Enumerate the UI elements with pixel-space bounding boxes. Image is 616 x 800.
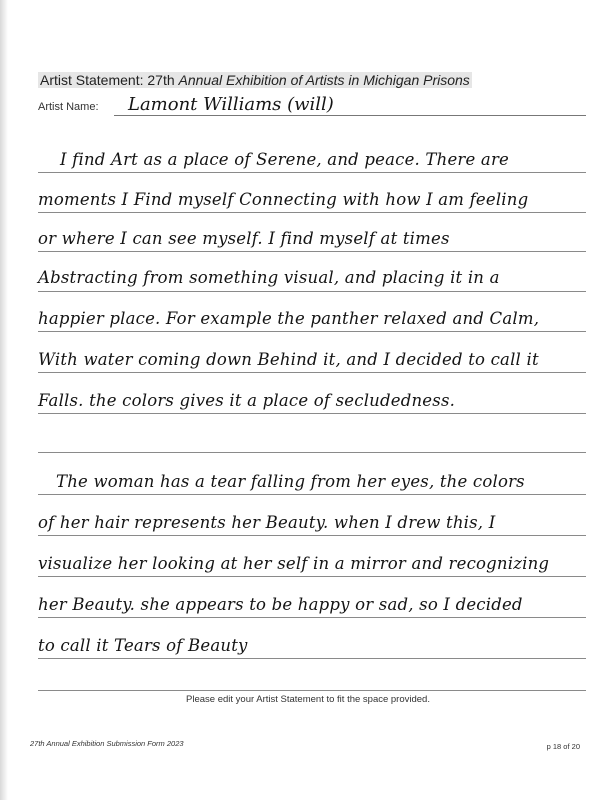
- handwritten-line: or where I can see myself. I find myself at times: [38, 229, 450, 248]
- handwritten-line: I find Art as a place of Serene, and peace. There are: [60, 150, 510, 169]
- ruled-line: [38, 452, 586, 453]
- ruled-line: [38, 690, 586, 691]
- handwritten-line: to call it Tears of Beauty: [38, 636, 248, 655]
- title-text-end: Exhibition of Artists in Michigan Prisons: [222, 72, 470, 88]
- ruled-line: [38, 535, 586, 536]
- ruled-line: [38, 331, 586, 332]
- ruled-line: [38, 212, 586, 213]
- ruled-line: [38, 576, 586, 577]
- title-text-annual: Annual: [178, 72, 223, 88]
- title-text-start: Artist Statement: 27th: [40, 72, 179, 88]
- ruled-line: [38, 291, 586, 292]
- ruled-line: [38, 494, 586, 495]
- ruled-line: [38, 413, 586, 414]
- handwritten-line: Falls. the colors gives it a place of secludedness.: [38, 391, 456, 410]
- scan-edge-shadow: [0, 0, 8, 800]
- ruled-line: [38, 172, 586, 173]
- handwritten-line: moments I Find myself Connecting with how I am feeling: [38, 190, 529, 209]
- artist-name-value: Lamont Williams (will): [128, 94, 334, 115]
- handwritten-line: visualize her looking at her self in a mirror and recognizing: [38, 554, 550, 573]
- handwritten-line: The woman has a tear falling from her eyes, the colors: [56, 472, 525, 491]
- footer-form-label: 27th Annual Exhibition Submission Form 2023: [30, 739, 184, 748]
- ruled-line: [38, 251, 586, 252]
- ruled-line: [38, 617, 586, 618]
- ruled-line: [38, 658, 586, 659]
- ruled-line: [38, 372, 586, 373]
- handwritten-line: happier place. For example the panther relaxed and Calm,: [38, 309, 540, 328]
- artist-name-label: Artist Name:: [38, 101, 99, 113]
- artist-name-underline: [114, 115, 586, 116]
- artist-name-row: [38, 96, 586, 118]
- handwritten-line: With water coming down Behind it, and I decided to call it: [38, 350, 539, 369]
- instruction-text: Please edit your Artist Statement to fit the space provided.: [186, 694, 430, 705]
- handwritten-line: Abstracting from something visual, and placing it in a: [38, 268, 500, 287]
- handwritten-line: of her hair represents her Beauty. when I drew this, I: [38, 513, 496, 532]
- form-title: [38, 72, 472, 88]
- handwritten-line: her Beauty. she appears to be happy or sad, so I decided: [38, 595, 523, 614]
- footer-page-number: p 18 of 20: [546, 742, 580, 751]
